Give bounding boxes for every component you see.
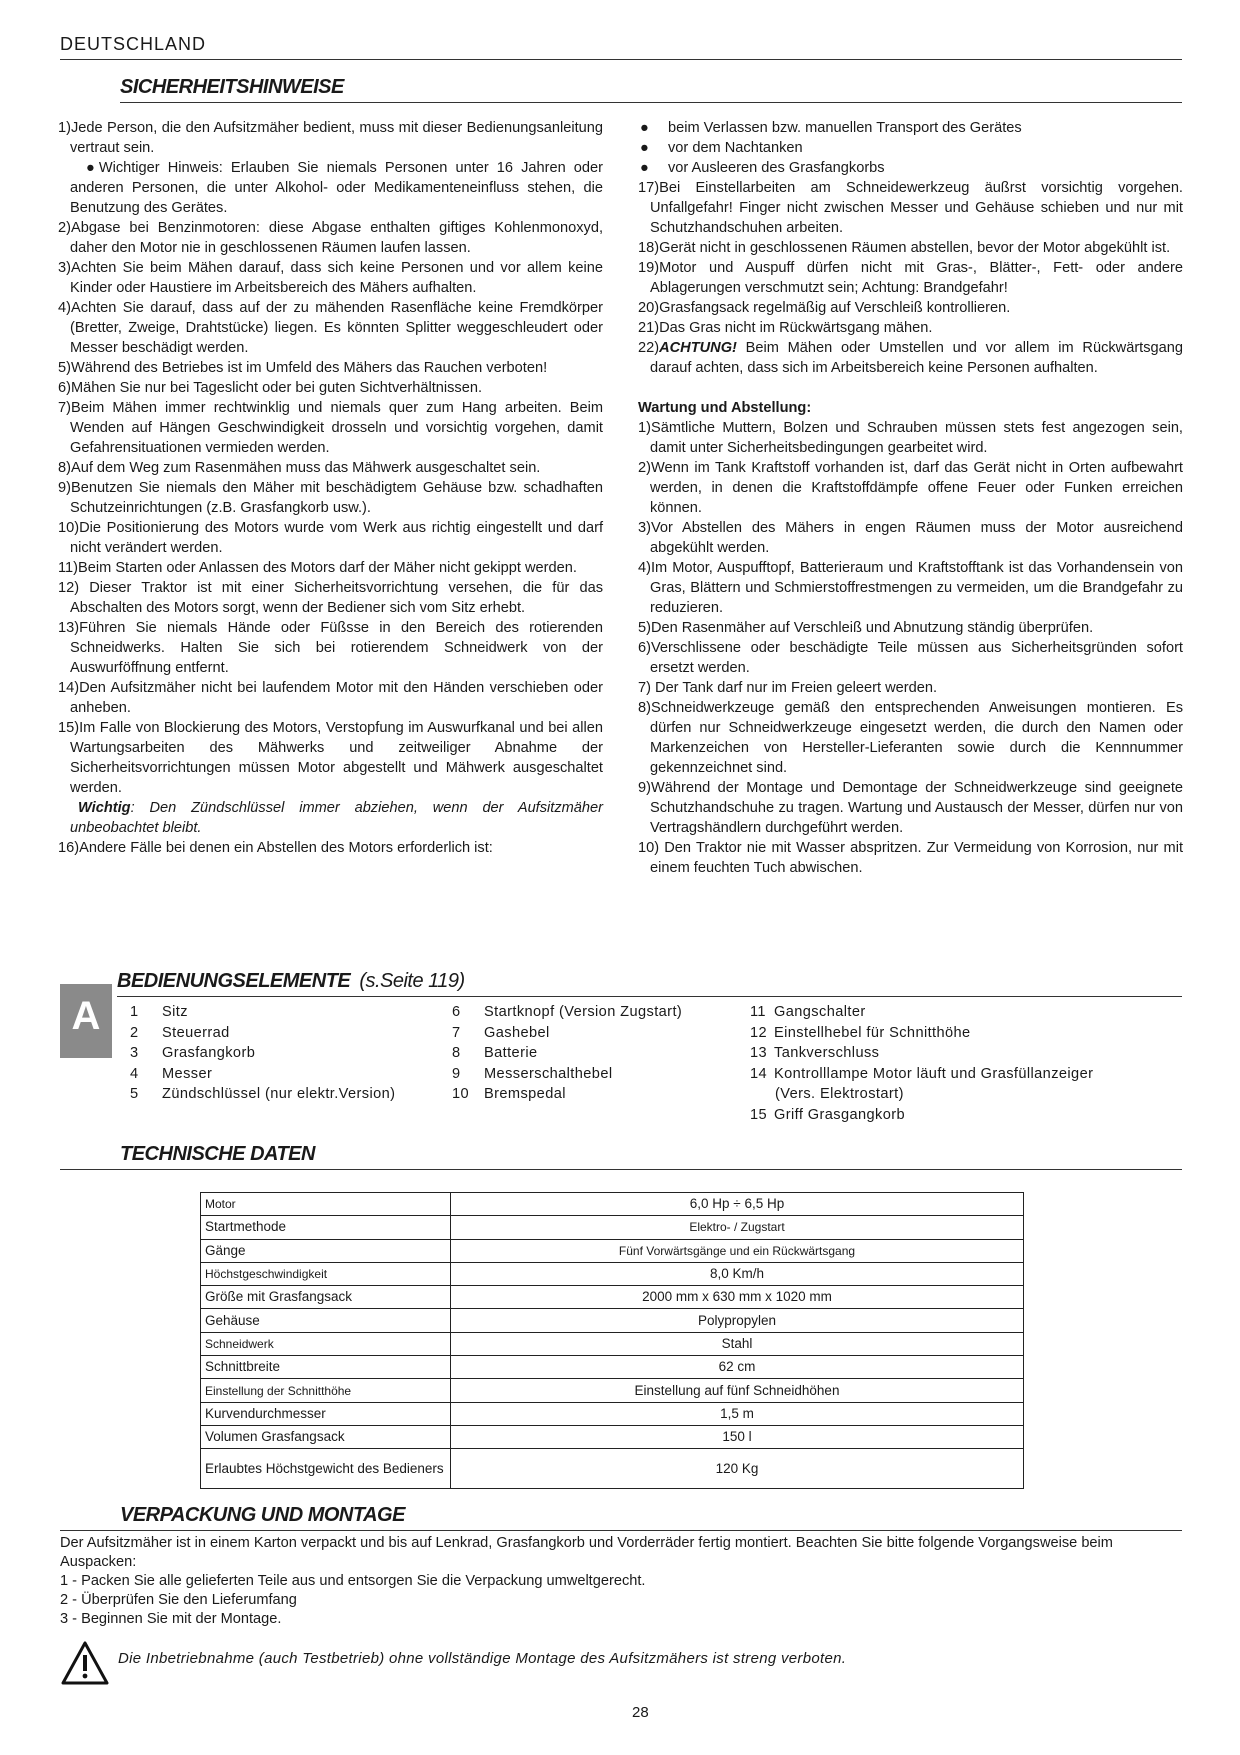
tech-key: Größe mit Grasfangsack — [201, 1286, 451, 1309]
bullet-item: ● beim Verlassen bzw. manuellen Transport des Gerätes — [640, 120, 1022, 136]
packing-step: 2 - Überprüfen Sie den Lieferumfang — [60, 1592, 297, 1608]
tech-value: Elektro- / Zugstart — [451, 1216, 1024, 1239]
safety-right-column — [638, 118, 1183, 878]
page-number: 28 — [632, 1704, 649, 1721]
controls-title: BEDIENUNGSELEMENTE (s.Seite 119) — [117, 970, 465, 992]
table-row — [201, 1356, 1024, 1379]
tech-key: Erlaubtes Höchstgewicht des Bedieners — [201, 1449, 451, 1489]
tech-value: 120 Kg — [451, 1449, 1024, 1489]
section-letter-badge: A — [60, 984, 112, 1058]
tech-key: Höchstgeschwindigkeit — [201, 1262, 451, 1285]
control-item: 7 Gashebel — [452, 1024, 550, 1041]
safety-item-5: 5)Während des Betriebes ist im Umfeld des Mähers das Rauchen verboten! — [58, 360, 548, 376]
achtung-label: ACHTUNG! — [659, 340, 737, 356]
tech-key: Volumen Grasfangsack — [201, 1425, 451, 1448]
tech-key: Schnittbreite — [201, 1356, 451, 1379]
tech-key: Kurvendurchmesser — [201, 1402, 451, 1425]
table-row — [201, 1449, 1024, 1489]
tech-table — [200, 1192, 1024, 1489]
bullet-icon: ● — [640, 140, 649, 156]
controls-col-2 — [452, 1002, 742, 1105]
maintenance-item-4: 4)Im Motor, Auspufftopf, Batterieraum und Kraftstofftank ist das Vorhandensein von Gras, Blättern und Schmierstoffrestmengen zu vermeiden, um die Brandgefahr zu reduzieren. — [638, 560, 1183, 616]
safety-item-11: 11)Beim Starten oder Anlassen des Motors darf der Mäher nicht gekippt werden. — [58, 560, 577, 576]
safety-item-22: 22)ACHTUNG! Beim Mähen oder Umstellen und vor allem im Rückwärtsgang darauf achten, dass sich im Arbeitsbereich keine Personen aufhalten. — [638, 340, 1183, 376]
tech-key: Einstellung der Schnitthöhe — [201, 1379, 451, 1402]
packing-text — [60, 1534, 1182, 1629]
packing-step: 3 - Beginnen Sie mit der Montage. — [60, 1611, 282, 1627]
bullet-icon: ● — [640, 120, 649, 136]
safety-item-3: 3)Achten Sie beim Mähen darauf, dass sich keine Personen und vor allem keine Kinder oder Haustiere im Arbeitsbereich des Mähers aufhalten. — [58, 260, 603, 296]
packing-rule — [60, 1530, 1182, 1531]
table-row — [201, 1262, 1024, 1285]
safety-item-4: 4)Achten Sie darauf, dass auf der zu mähenden Rasenfläche keine Fremdkörper (Bretter, Zweige, Drahtstücke) liegen. Es könnten Splitter weggeschleudert oder Messer beschädigt werden. — [58, 300, 603, 356]
safety-item-15: 15)Im Falle von Blockierung des Motors, Verstopfung im Auswurfkanal und bei allen Wartungsarbeiten des Mähwerks und zeitweiliger Abnahme der Sicherheitsvorrichtungen müssen Motor abgestellt und Mähwerk ausgeschaltet werden. — [58, 720, 603, 796]
important-note — [58, 798, 603, 838]
controls-col-1 — [130, 1002, 450, 1105]
control-item: 12 Einstellhebel für Schnitthöhe — [750, 1024, 971, 1041]
maintenance-item-1: 1)Sämtliche Muttern, Bolzen und Schrauben müssen stets fest angezogen sein, damit unter Sicherheitsbedingungen gearbeitet wird. — [638, 420, 1183, 456]
safety-note: ●Wichtiger Hinweis: Erlauben Sie niemals Personen unter 16 Jahren oder anderen Personen, die unter Alkohol- oder Medikamenteneinfluss stehen, die Benutzung des Gerätes. — [70, 160, 603, 216]
maintenance-item-5: 5)Den Rasenmäher auf Verschleiß und Abnutzung ständig überprüfen. — [638, 620, 1094, 636]
tech-value: 8,0 Km/h — [451, 1262, 1024, 1285]
safety-item-20: 20)Grasfangsack regelmäßig auf Verschleiß kontrollieren. — [638, 300, 1011, 316]
tech-value: 150 l — [451, 1425, 1024, 1448]
important-text: : Den Zündschlüssel immer abziehen, wenn der Aufsitzmäher unbeobachtet bleibt. — [70, 800, 603, 836]
bullet-item: ● vor Ausleeren des Grasfangkorbs — [640, 160, 885, 176]
safety-left-column — [58, 118, 603, 858]
safety-item-16: 16)Andere Fälle bei denen ein Abstellen des Motors erforderlich ist: — [58, 840, 493, 856]
maintenance-item-9: 9)Während der Montage und Demontage der Schneidwerkzeuge sind geeignete Schutzhandschuhe zu tragen. Wartung und Austausch der Messer, dürfen nur von Vertragshändlern durchgeführt werden. — [638, 780, 1183, 836]
control-item: 2 Steuerrad — [130, 1024, 230, 1041]
control-item: 1 Sitz — [130, 1004, 188, 1020]
maintenance-item-6: 6)Verschlissene oder beschädigte Teile müssen aus Sicherheitsgründen sofort ersetzt werden. — [638, 640, 1183, 676]
tech-key: Schneidwerk — [201, 1332, 451, 1355]
tech-key: Gänge — [201, 1239, 451, 1262]
safety-item-17: 17)Bei Einstellarbeiten am Schneidewerkzeug äußrst vorsichtig vorgehen. Unfallgefahr! Finger nicht zwischen Messer und Gehäuse schieben und nur mit Schutzhandschuhen arbeiten. — [638, 180, 1183, 236]
maintenance-item-2: 2)Wenn im Tank Kraftstoff vorhanden ist, darf das Gerät nicht in Orten aufbewahrt werden, in denen die Kraftstoffdämpfe offene Feuer oder Funken erreichen können. — [638, 460, 1183, 516]
tech-value: 1,5 m — [451, 1402, 1024, 1425]
packing-title: VERPACKUNG UND MONTAGE — [120, 1504, 405, 1526]
control-item: 8 Batterie — [452, 1045, 538, 1061]
control-item: 13 Tankverschluss — [750, 1045, 880, 1061]
control-item: 11 Gangschalter — [750, 1004, 866, 1020]
safety-item-9: 9)Benutzen Sie niemals den Mäher mit beschädigtem Gehäuse bzw. schadhaften Schutzeinrichtungen (z.B. Grasfangkorb usw.). — [58, 480, 603, 516]
tech-key: Startmethode — [201, 1216, 451, 1239]
control-item: 14 Kontrolllampe Motor läuft und Grasfüllanzeiger — [750, 1065, 1094, 1082]
table-row — [201, 1425, 1024, 1448]
maintenance-item-8: 8)Schneidwerkzeuge gemäß den entsprechenden Anweisungen montieren. Es dürfen nur Schneidwerkzeuge eingesetzt werden, die durch den Namen oder Markenzeichen von Hersteller-Lieferanten sowie durch die Kennnummer gekennzeichnet sind. — [638, 700, 1183, 776]
control-item: (Vers. Elektrostart) — [775, 1086, 904, 1102]
safety-item-18: 18)Gerät nicht in geschlossenen Räumen abstellen, bevor der Motor abgekühlt ist. — [638, 240, 1171, 256]
safety-item-19: 19)Motor und Auspuff dürfen nicht mit Gras-, Blätter-, Fett- oder andere Ablagerungen verschmutzt sein; Achtung: Brandgefahr! — [638, 260, 1183, 296]
important-label: Wichtig — [78, 800, 131, 816]
controls-col-3 — [750, 1002, 1170, 1125]
safety-item-6: 6)Mähen Sie nur bei Tageslicht oder bei guten Sichtverhältnissen. — [58, 380, 483, 396]
bullet-item: ● vor dem Nachtanken — [640, 140, 803, 156]
table-row — [201, 1193, 1024, 1216]
tech-rule — [60, 1169, 1182, 1170]
bullet-icon: ● — [640, 160, 649, 176]
safety-item-10: 10)Die Positionierung des Motors wurde vom Werk aus richtig eingestellt und darf nicht verändert werden. — [58, 520, 603, 556]
country-header: DEUTSCHLAND — [60, 34, 207, 54]
tech-value: Stahl — [451, 1332, 1024, 1355]
tech-value: 6,0 Hp ÷ 6,5 Hp — [451, 1193, 1024, 1216]
control-item: 4 Messer — [130, 1065, 213, 1082]
maintenance-item-3: 3)Vor Abstellen des Mähers in engen Räumen muss der Motor ausreichend abgekühlt werden. — [638, 520, 1183, 556]
table-row — [201, 1402, 1024, 1425]
maintenance-item-10: 10) Den Traktor nie mit Wasser abspritzen. Zur Vermeidung von Korrosion, nur mit einem feuchten Tuch abwischen. — [638, 840, 1183, 876]
tech-value: Einstellung auf fünf Schneidhöhen — [451, 1379, 1024, 1402]
table-row — [201, 1286, 1024, 1309]
table-row — [201, 1332, 1024, 1355]
table-row — [201, 1309, 1024, 1332]
safety-title: SICHERHEITSHINWEISE — [120, 76, 344, 98]
tech-value: Polypropylen — [451, 1309, 1024, 1332]
header-rule — [60, 59, 1182, 60]
controls-subtitle: (s.Seite 119) — [359, 970, 465, 992]
control-item: 5 Zündschlüssel (nur elektr.Version) — [130, 1086, 396, 1102]
packing-step: 1 - Packen Sie alle gelieferten Teile aus und entsorgen Sie die Verpackung umweltgerecht. — [60, 1573, 646, 1589]
safety-item-1: 1)Jede Person, die den Aufsitzmäher bedient, muss mit dieser Bedienungsanleitung vertraut sein. — [58, 120, 603, 156]
safety-item-8: 8)Auf dem Weg zum Rasenmähen muss das Mähwerk ausgeschaltet sein. — [58, 460, 541, 476]
control-item: 3 Grasfangkorb — [130, 1045, 256, 1061]
tech-value: 2000 mm x 630 mm x 1020 mm — [451, 1286, 1024, 1309]
safety-item-12: 12) Dieser Traktor ist mit einer Sicherheitsvorrichtung versehen, die für das Abschalten des Motors sorgt, wenn der Bediener sich vom Sitz erhebt. — [58, 580, 603, 616]
packing-intro: Der Aufsitzmäher ist in einem Karton verpackt und bis auf Lenkrad, Grasfangkorb und Vorderräder fertig montiert. Beachten Sie bitte folgende Vorgangsweise beim Auspacken: — [60, 1535, 1113, 1570]
warning-triangle-icon — [60, 1640, 110, 1686]
table-row — [201, 1239, 1024, 1262]
control-item: 15 Griff Grasgangkorb — [750, 1106, 906, 1123]
tech-value: 62 cm — [451, 1356, 1024, 1379]
warning-text: Die Inbetriebnahme (auch Testbetrieb) ohne vollständige Montage des Aufsitzmähers ist streng verboten. — [118, 1650, 847, 1667]
control-item: 9 Messerschalthebel — [452, 1065, 613, 1082]
table-row — [201, 1216, 1024, 1239]
safety-item-13: 13)Führen Sie niemals Hände oder Füßsse in den Bereich des rotierenden Schneidwerks. Halten Sie sich bei rotierendem Schneidwerk von der Auswurföffnung entfernt. — [58, 620, 603, 676]
control-item: 10 Bremspedal — [452, 1086, 566, 1102]
maintenance-item-7: 7) Der Tank darf nur im Freien geleert werden. — [638, 680, 938, 696]
maintenance-title: Wartung und Abstellung: — [638, 400, 812, 416]
safety-item-21: 21)Das Gras nicht im Rückwärtsgang mähen. — [638, 320, 933, 336]
tech-value: Fünf Vorwärtsgänge und ein Rückwärtsgang — [451, 1239, 1024, 1262]
controls-rule — [117, 996, 1182, 997]
safety-rule — [120, 102, 1182, 103]
tech-key: Gehäuse — [201, 1309, 451, 1332]
safety-item-7: 7)Beim Mähen immer rechtwinklig und niemals quer zum Hang arbeiten. Beim Wenden auf Hängen Geschwindigkeit drosseln und vorsichtig vorgehen, damit Gefahrensituationen vermieden werden. — [58, 400, 603, 456]
tech-title: TECHNISCHE DATEN — [120, 1143, 315, 1165]
control-item: 6 Startknopf (Version Zugstart) — [452, 1004, 683, 1020]
table-row — [201, 1379, 1024, 1402]
tech-key: Motor — [201, 1193, 451, 1216]
safety-item-2: 2)Abgase bei Benzinmotoren: diese Abgase enthalten giftiges Kohlenmonoxyd, daher den Motor nie in geschlossenen Räumen laufen lassen. — [58, 220, 603, 256]
safety-item-14: 14)Den Aufsitzmäher nicht bei laufendem Motor mit den Händen verschieben oder anheben. — [58, 680, 603, 716]
